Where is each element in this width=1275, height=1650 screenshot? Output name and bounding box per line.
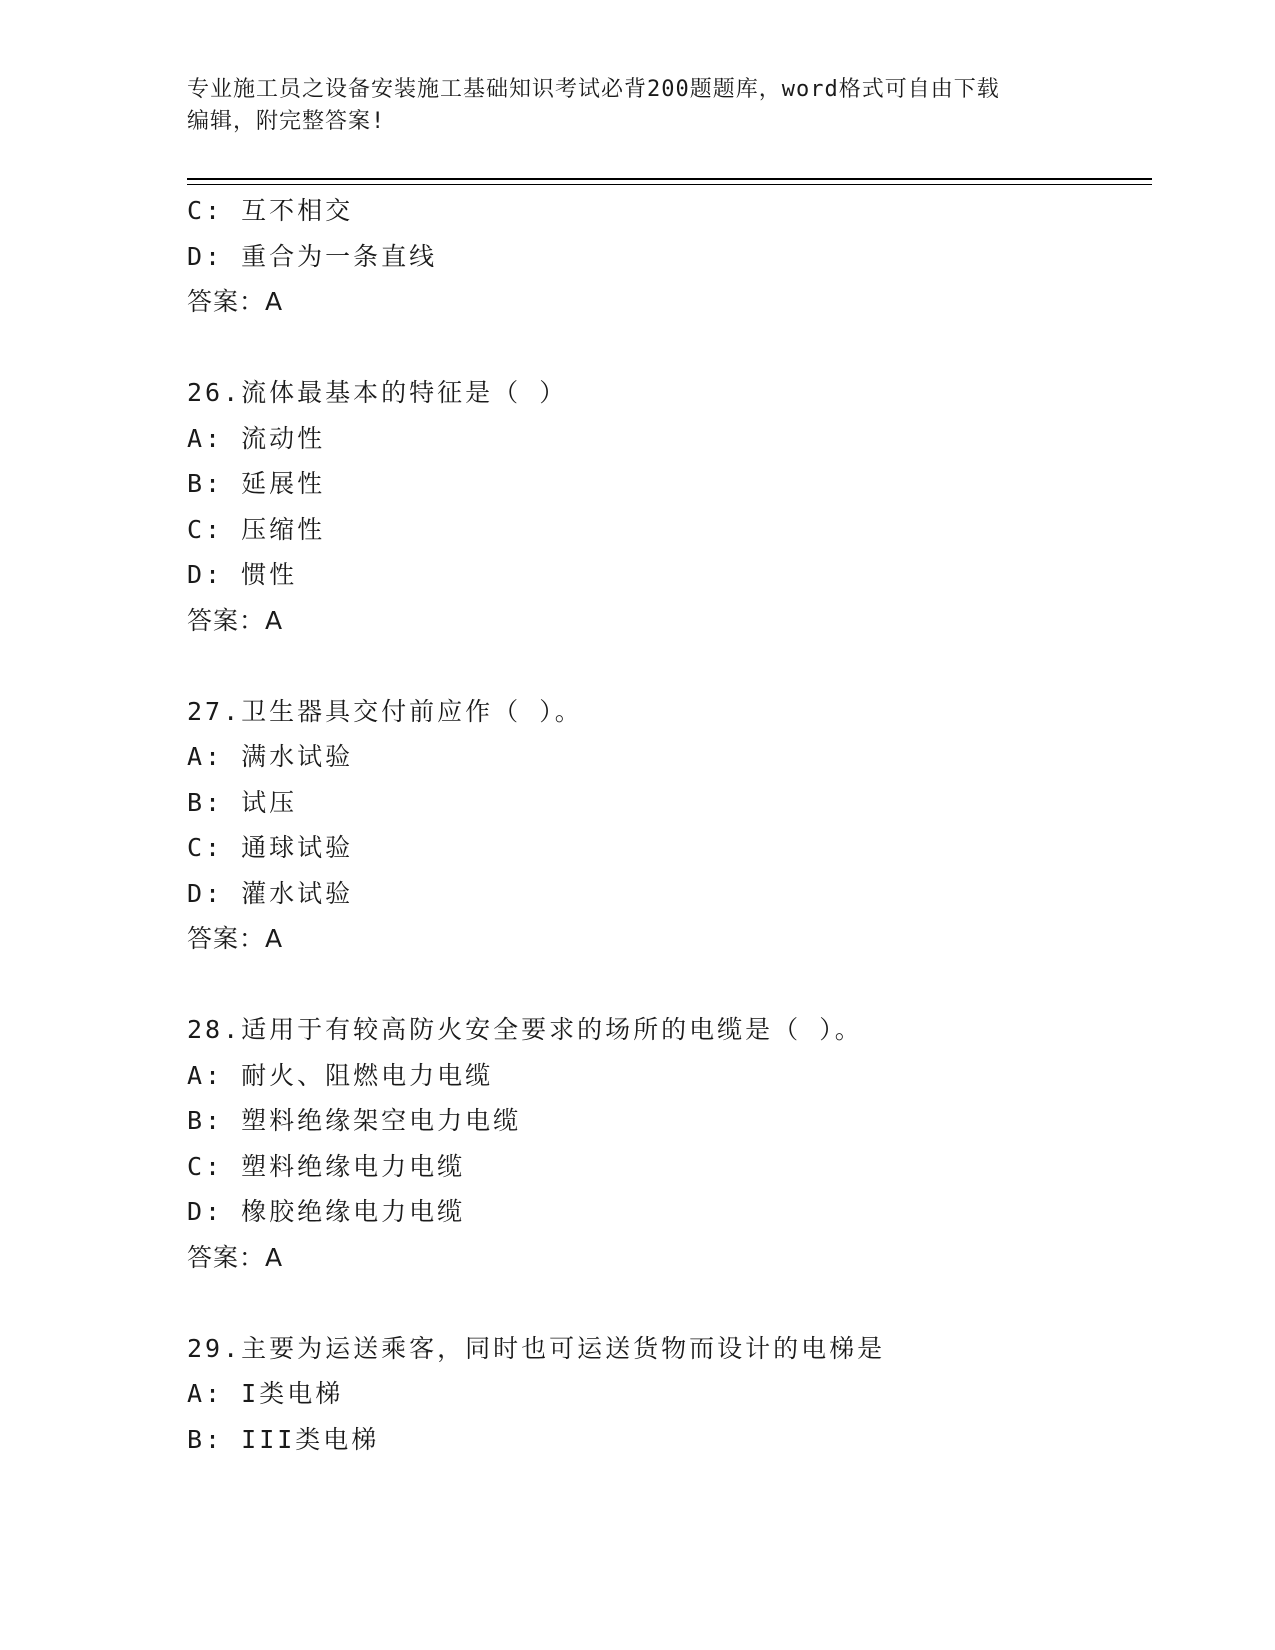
question-stem: 28.适用于有较高防火安全要求的场所的电缆是（ ）。 [187,1015,863,1044]
answer: 答案：A [187,1242,284,1272]
answer: 答案：A [187,924,284,953]
option-c: C: 压缩性 [187,514,326,544]
option-b: B: 塑料绝缘架空电力电缆 [187,1106,522,1135]
option-c: C: 通球试验 [187,833,354,862]
option-c: C: 塑料绝缘电力电缆 [187,1151,466,1181]
question-26 [187,370,1152,643]
option-b: B: 延展性 [187,469,326,498]
option-a: A: I类电梯 [187,1379,344,1408]
option-d: D: 橡胶绝缘电力电缆 [187,1197,466,1226]
option-d: D: 惯性 [187,560,298,589]
option-d: D: 重合为一条直线 [187,241,438,271]
question-stem: 26.流体最基本的特征是（ ） [187,378,568,407]
option-a: A: 耐火、阻燃电力电缆 [187,1060,494,1090]
header-divider-thick [187,178,1152,180]
question-stem: 27.卫生器具交付前应作（ ）。 [187,696,583,726]
header-divider-thin [187,184,1152,185]
option-a: A: 满水试验 [187,742,354,771]
question-28 [187,1007,1152,1280]
option-a: A: 流动性 [187,423,326,453]
question-27 [187,689,1152,962]
question-stem: 29.主要为运送乘客，同时也可运送货物而设计的电梯是 [187,1333,886,1363]
answer: 答案：A [187,287,284,316]
option-b: B: 试压 [187,787,298,817]
answer: 答案：A [187,605,284,635]
option-c: C: 互不相交 [187,196,354,225]
question-list [187,188,1152,1462]
question-fragment [187,188,1152,325]
option-b: B: III类电梯 [187,1424,380,1454]
question-29 [187,1326,1152,1463]
document-header [187,74,1067,138]
header-line-1: 专业施工员之设备安装施工基础知识考试必背200题题库，word格式可自由下载 [187,77,1000,102]
option-d: D: 灌水试验 [187,878,354,908]
header-line-2: 编辑，附完整答案! [187,109,386,134]
